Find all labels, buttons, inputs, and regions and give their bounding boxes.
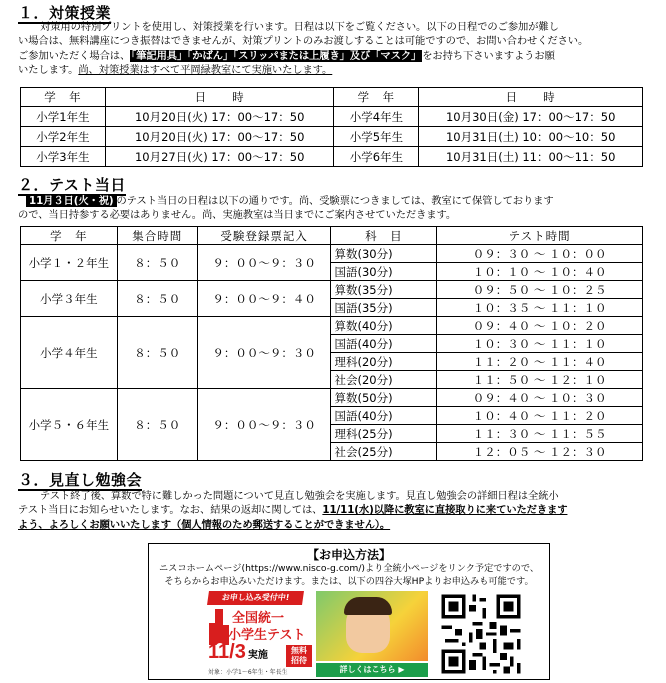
col-grade: 学 年	[334, 88, 419, 107]
table-row: 国語(30分) １０：１０ 〜 １０：４０	[21, 263, 643, 281]
banner-title-1: 全国統一	[232, 611, 285, 626]
application-title: 【お申込方法】	[306, 548, 391, 562]
lesson-schedule-table	[20, 87, 643, 167]
table-row: 小学４年生 ８：５０ ９：００〜９：３０ 算数(40分) ０９：４０ 〜 １０：２０	[21, 317, 643, 335]
table-row: 理科(20分) １１：２０ 〜 １１：４０	[21, 353, 643, 371]
banner-more-link[interactable]: 詳しくはこちら ▶	[316, 663, 428, 677]
banner-date: 11/3 実施	[208, 641, 268, 663]
application-text: ニスコホームページ(https://www.nisco-g.com/)より全統小ページをリンク予定ですので、 そちらからお申込みいただけます。または、以下の四谷大塚HPよりお申込みも可能です。	[158, 563, 540, 587]
table-row: 小学５・６年生 ８：５０ ９：００〜９：３０ 算数(50分) ０９：４０ 〜 １０：３０	[21, 389, 643, 407]
table-row: 小学1年生 10月20日(火) 17：00〜17：50 小学4年生 10月30日(金) 17：00〜17：50	[21, 107, 643, 127]
section2-heading: ２．テスト当日	[18, 176, 126, 194]
table-row: 社会(25分) １２：０５ 〜 １２：３０	[21, 443, 643, 461]
banner-target: 対象：小学1〜6年生・年長生	[208, 669, 288, 676]
col-grade: 学 年	[21, 88, 106, 107]
table-row: 小学3年生 10月27日(火) 17：00〜17：50 小学6年生 10月31日(土) 11：00〜11：50	[21, 147, 643, 167]
table-row: 国語(40分) １０：４０ 〜 １１：２０	[21, 407, 643, 425]
banner-ribbon: お申し込み受付中!	[207, 591, 304, 605]
banner-photo	[316, 591, 428, 661]
table-row: 小学１・２年生 ８：５０ ９：００〜９：３０ 算数(30分) ０９：３０ 〜 １０：００	[21, 245, 643, 263]
test-day-table: 学 年 集合時間 受験登録票記入 科 目 テスト時間 小学１・２年生 ８：５０ ９：００〜９：３０ 算数(30分) ０９：３０ 〜 １０：００ 国語(30分) １０：１０ 〜 １０：４０ 小学３年生 ８：５０ ９：００〜９：４０ 算数(35分) ０９：５０ 〜 １０：２５ 国語(35分) １０：３５ 〜 １１：１０ 小学４年生 ８：５０ ９：００〜９：３０ 算数(40分) ０９：４０ 〜 １０：２０ 国語(40分) １０：３０ 〜 １１：１０ 理科(20分) １１：２０ 〜 １１：４０ 社会(20分) １１：５０ 〜 １２：１０ 小学５・６年生 ８：５０ ９：００〜９：３０ 算数(50分) ０９：４０ 〜 １０：３０ 国語(40分) １０：４０ 〜 １１：２０ 理科(25分) １１：３０ 〜 １１：５５ 社会(25分) １２：０５ 〜 １２：３０	[20, 226, 643, 461]
required-items: 「筆記用具」「かばん」「スリッパまたは上履き」及び「マスク」	[131, 49, 422, 62]
table-row: 国語(40分) １０：３０ 〜 １１：１０	[21, 335, 643, 353]
test-banner-link[interactable]	[206, 591, 428, 677]
table-row: 理科(25分) １１：３０ 〜 １１：５５	[21, 425, 643, 443]
table-row: 社会(20分) １１：５０ 〜 １２：１０	[21, 371, 643, 389]
table-row: 小学2年生 10月20日(火) 17：00〜17：50 小学5年生 10月31日(土) 10：00〜10：50	[21, 127, 643, 147]
section3-text: テスト終了後、算数で特に難しかった問題について見直し勉強会を実施します。見直し勉強会の詳細日程は全統小 テスト当日にお知らせいたします。なお、結果の返却に関しては、11/11(水)以降に教室に直接取りに来ていただきます よう、よろしくお願いいたします（個人情報のため郵送することができません）。	[18, 490, 568, 531]
table-row: 国語(35分) １０：３５ 〜 １１：１０	[21, 299, 643, 317]
section3-heading: ３．見直し勉強会	[18, 471, 143, 489]
section1-heading: １．対策授業	[18, 4, 112, 22]
section2-text: 11月３日(火・祝) のテスト当日の日程は以下の通りです。尚、受験票につきましては、教室にて保管しております ので、当日持参する必要はありません。尚、実施教室は当日までにご案内させていただきます。	[18, 195, 554, 222]
free-invite-badge: 無料 招待	[286, 645, 312, 667]
col-datetime: 日 時	[105, 88, 334, 107]
qr-code-icon[interactable]	[436, 591, 526, 677]
banner-title-2: 小学生テスト	[228, 628, 306, 643]
section1-text: 対策用の特別プリントを使用し、対策授業を行います。日程は以下をご覧ください。以下の日程でのご参加が難し い場合は、無料講座につき振替はできませんが、対策プリントのみお渡しすることは可能ですので、お問い合わせください。 ご参加いただく場合は、「筆記用具」「かばん」「スリッパまたは上履き」及び「マスク」をお持ち下さいますようお願 いたします。尚、対策授業はすべて平岡緑教室にて実施いたします。	[18, 21, 589, 77]
col-datetime: 日 時	[419, 88, 643, 107]
table-row: 小学３年生 ８：５０ ９：００〜９：４０ 算数(35分) ０９：５０ 〜 １０：２５	[21, 281, 643, 299]
test-date: 11月３日(火・祝)	[26, 195, 117, 207]
